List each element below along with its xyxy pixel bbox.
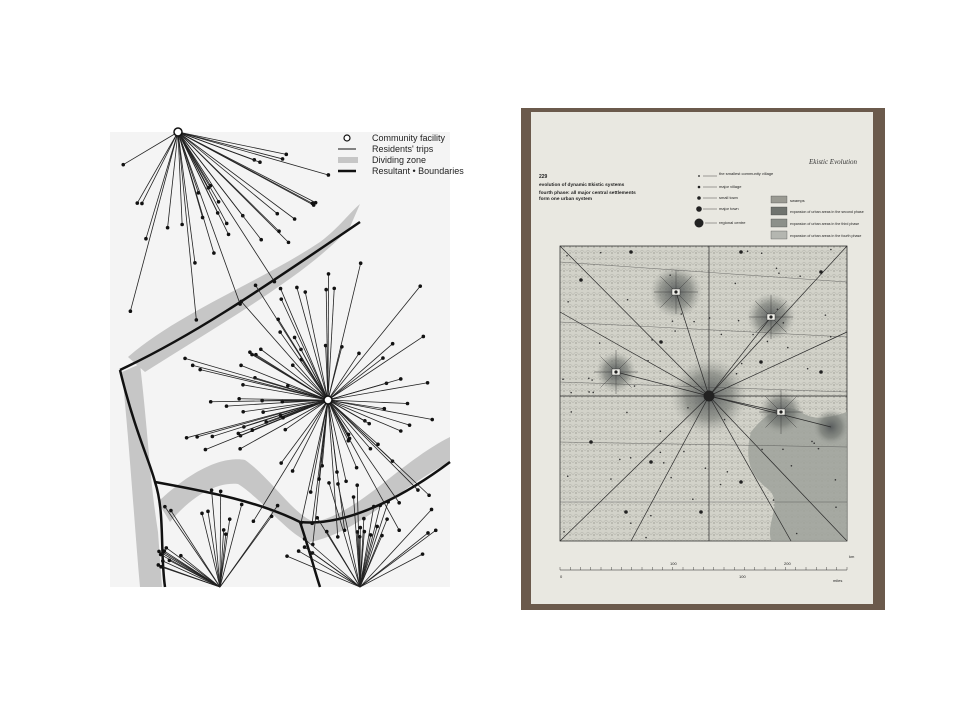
center-trip-line [281, 289, 328, 400]
center-residence-dot [259, 347, 263, 351]
bottom-right-trip-line [360, 533, 428, 587]
center-residence-dot [332, 287, 336, 291]
center-residence-dot [310, 522, 314, 526]
small-town-dot [739, 480, 743, 484]
page-header: Ekistic Evolution [809, 158, 858, 166]
village-dot [724, 419, 726, 421]
village-dot [610, 478, 612, 480]
top-residence-dot [287, 241, 291, 245]
village-dot [693, 321, 695, 323]
center-residence-dot [397, 528, 401, 532]
village-dot [683, 451, 685, 453]
bottom-right-residence-dot [372, 505, 376, 509]
center-residence-dot [251, 428, 255, 432]
bottom-right-residence-dot [375, 525, 379, 529]
small-town-dot [819, 370, 823, 374]
village-dot [566, 255, 568, 257]
caption-line-1: evolution of dynamic Ekistic systems [539, 183, 625, 188]
center-residence-dot [239, 364, 243, 368]
center-residence-dot [327, 272, 331, 276]
bottom-right-residence-dot [303, 545, 307, 549]
village-dot [634, 385, 636, 387]
bottom-right-residence-dot [421, 552, 425, 556]
legend-community-facility: Community facility [372, 133, 446, 143]
village-dot [627, 299, 629, 301]
center-residence-dot [198, 368, 202, 372]
center-residence-dot [225, 404, 229, 408]
legend-boundaries: Resultant • Boundaries [372, 166, 464, 176]
center-residence-dot [381, 356, 385, 360]
top-residence-dot [238, 302, 242, 306]
village-dot [647, 360, 649, 362]
center-trip-line [239, 399, 328, 400]
community-facility-top [174, 128, 182, 136]
village-dot [799, 275, 801, 277]
bottom-right-residence-dot [327, 481, 331, 485]
center-residence-dot [211, 435, 215, 439]
village-dot [741, 363, 743, 365]
village-dot [626, 412, 628, 414]
center-residence-dot [309, 490, 313, 494]
small-town-dot [759, 360, 763, 364]
legend-regional-centre-dot [695, 219, 704, 228]
center-residence-dot [399, 377, 403, 381]
bottom-left-residence-dot [159, 565, 163, 569]
center-residence-dot [204, 448, 208, 452]
village-dot [752, 334, 754, 336]
center-residence-dot [286, 384, 290, 388]
bottom-left-residence-dot [163, 505, 167, 509]
regional-centre-dot [704, 391, 715, 402]
center-residence-dot [303, 290, 307, 294]
legend-smallest-village-dot [698, 175, 700, 177]
legend-swamps-swatch [771, 196, 787, 203]
top-residence-dot [135, 201, 139, 205]
center-residence-dot [369, 447, 373, 451]
center-residence-dot [238, 447, 242, 451]
top-trip-line [178, 132, 295, 219]
small-town-dot [624, 510, 628, 514]
village-dot [761, 449, 763, 451]
center-residence-dot [418, 284, 422, 288]
caption-line-2: fourth phase: all major central settlements [539, 191, 636, 196]
legend-small-town-dot [697, 196, 701, 200]
top-residence-dot [293, 217, 297, 221]
center-trip-line [295, 337, 328, 400]
center-residence-dot [299, 521, 303, 525]
legend-regional-centre: regional centre [719, 220, 746, 225]
scale-miles-label: miles [833, 578, 843, 583]
center-residence-dot [278, 330, 282, 334]
legend-dividing-zone-icon [338, 157, 358, 163]
village-dot [570, 392, 572, 394]
bottom-left-trip-line [220, 516, 272, 587]
center-residence-dot [397, 501, 401, 505]
top-residence-dot [166, 226, 170, 230]
scale-bar [560, 554, 855, 583]
bottom-right-residence-dot [369, 533, 373, 537]
small-town-dot [629, 250, 633, 254]
center-residence-dot [367, 422, 371, 426]
center-residence-dot [408, 423, 412, 427]
bottom-right-residence-dot [352, 495, 356, 499]
bottom-left-residence-dot [228, 517, 232, 521]
village-dot [721, 334, 723, 336]
village-dot [825, 314, 827, 316]
center-trip-line [328, 288, 334, 400]
legend-third-phase: expansion of urban areas in the third phase [790, 222, 860, 226]
village-dot [736, 373, 738, 375]
center-residence-dot [416, 488, 420, 492]
village-dot [761, 252, 763, 254]
small-town-dot [589, 440, 593, 444]
village-dot [807, 368, 809, 370]
page-number: 229 [539, 174, 548, 180]
bottom-right-residence-dot [385, 517, 389, 521]
bottom-right-residence-dot [380, 534, 384, 538]
bottom-left-residence-dot [219, 490, 223, 494]
center-residence-dot [279, 287, 283, 291]
village-dot [720, 484, 722, 486]
bottom-right-residence-dot [336, 482, 340, 486]
center-residence-dot [427, 493, 431, 497]
legend-major-village: major village [719, 184, 742, 189]
small-town-dot [579, 278, 583, 282]
village-dot [588, 377, 590, 379]
bottom-right-residence-dot [434, 529, 438, 533]
bottom-left-residence-dot [164, 546, 168, 550]
center-residence-dot [357, 352, 361, 356]
center-residence-dot [291, 469, 295, 473]
top-residence-dot [227, 233, 231, 237]
bottom-right-residence-dot [303, 537, 307, 541]
village-dot [791, 465, 793, 467]
dividing-zone-lower [158, 437, 450, 542]
bottom-left-residence-dot [168, 559, 172, 563]
top-residence-dot [129, 309, 133, 313]
center-residence-dot [347, 433, 351, 437]
village-dot [563, 531, 565, 533]
center-residence-dot [264, 420, 268, 424]
top-residence-dot [259, 238, 263, 242]
village-dot [562, 378, 564, 380]
top-residence-dot [144, 237, 148, 241]
bottom-left-residence-dot [222, 528, 226, 532]
scale-km-label: km [849, 554, 855, 559]
bottom-left-trip-line [220, 504, 242, 587]
small-town-dot [649, 460, 653, 464]
village-dot [811, 441, 813, 443]
top-trip-line [178, 132, 279, 231]
top-trip-line [130, 132, 178, 311]
bottom-left-residence-dot [169, 509, 173, 513]
scale-mile-0: 0 [560, 574, 563, 579]
center-residence-dot [355, 466, 359, 470]
bottom-right-residence-dot [362, 517, 366, 521]
village-dot [630, 457, 632, 459]
top-trip-line [168, 132, 178, 228]
center-residence-dot [324, 288, 328, 292]
center-residence-dot [295, 286, 299, 290]
village-dot [600, 252, 602, 254]
legend-swamps: swamps [790, 198, 805, 203]
legend-major-village-dot [698, 186, 701, 189]
top-residence-dot [281, 157, 285, 161]
center-residence-dot [283, 428, 287, 432]
village-dot [767, 341, 769, 343]
village-dot [672, 320, 674, 322]
bottom-left-trip-line [165, 507, 220, 587]
bottom-left-residence-dot [240, 503, 244, 507]
legend-third-phase-swatch [771, 219, 787, 227]
village-dot [747, 250, 749, 252]
top-residence-dot [327, 173, 331, 177]
caption-line-3: form one urban system [539, 197, 593, 202]
bottom-left-residence-dot [276, 504, 280, 508]
village-dot [680, 313, 682, 315]
area-legend [771, 196, 864, 239]
community-facility-center [324, 396, 332, 404]
bottom-right-residence-dot [359, 526, 363, 530]
bottom-right-residence-dot [386, 500, 390, 504]
top-residence-dot [212, 251, 216, 255]
center-residence-dot [209, 400, 213, 404]
top-trip-line [178, 132, 286, 154]
center-residence-dot [237, 397, 241, 401]
small-town-dot [659, 340, 663, 344]
center-residence-dot [279, 461, 283, 465]
top-residence-dot [273, 280, 277, 284]
top-residence-dot [225, 222, 229, 226]
center-residence-dot [254, 284, 258, 288]
village-dot [692, 498, 694, 500]
scale-km-100: 100 [670, 561, 677, 566]
bottom-right-residence-dot [315, 516, 319, 520]
village-dot [599, 342, 601, 344]
village-dot [567, 301, 569, 303]
top-residence-dot [195, 318, 199, 322]
bottom-right-residence-dot [378, 504, 382, 508]
top-trip-line [137, 132, 178, 203]
center-residence-dot [191, 364, 195, 368]
village-dot [818, 448, 820, 450]
center-trip-line [328, 400, 429, 495]
center-trip-line [240, 400, 328, 449]
center-residence-dot [359, 261, 363, 265]
village-dot [777, 309, 779, 311]
top-residence-dot [216, 211, 220, 215]
village-dot [663, 462, 665, 464]
small-town-dot [739, 250, 743, 254]
village-dot [773, 499, 775, 501]
village-dot [709, 317, 711, 319]
legend-major-town-dot [696, 206, 702, 212]
small-town-dot [699, 510, 703, 514]
bottom-right-residence-dot [358, 535, 362, 539]
center-residence-dot [399, 429, 403, 433]
scale-mile-100: 100 [739, 574, 746, 579]
top-residence-dot [311, 202, 315, 206]
village-dot [588, 391, 590, 393]
village-dot [705, 467, 707, 469]
legend-dividing-zone: Dividing zone [372, 155, 427, 165]
major-town-dot [674, 290, 677, 293]
village-dot [651, 339, 653, 341]
village-dot [735, 283, 737, 285]
bottom-left-residence-dot [179, 554, 183, 558]
center-residence-dot [291, 363, 295, 367]
center-residence-dot [293, 336, 297, 340]
center-trip-line [187, 400, 328, 438]
bottom-right-residence-dot [426, 531, 430, 535]
top-trip-line [178, 132, 274, 282]
top-residence-dot [201, 216, 205, 220]
bottom-left-residence-dot [157, 550, 161, 554]
major-town-dot [614, 370, 617, 373]
top-residence-dot [140, 202, 144, 206]
top-trip-line [178, 132, 261, 240]
bottom-right-residence-dot [355, 483, 359, 487]
village-dot [670, 477, 672, 479]
center-residence-dot [185, 436, 189, 440]
village-dot [660, 452, 662, 454]
scale-ticks [560, 567, 847, 570]
center-trip-line [241, 301, 328, 400]
community-facility-diagram [110, 132, 464, 587]
village-dot [660, 430, 662, 432]
village-dot [776, 267, 778, 269]
village-dot [835, 506, 837, 508]
center-residence-dot [279, 297, 283, 301]
village-dot [782, 448, 784, 450]
book-page [531, 112, 873, 604]
center-residence-dot [344, 480, 348, 484]
center-residence-dot [391, 342, 395, 346]
center-residence-dot [248, 350, 252, 354]
book-page-photo [521, 108, 885, 610]
village-dot [592, 392, 594, 394]
village-dot [738, 320, 740, 322]
center-residence-dot [406, 402, 410, 406]
village-dot [783, 322, 785, 324]
center-residence-dot [276, 317, 280, 321]
village-dot [778, 272, 780, 274]
village-dot [570, 411, 572, 413]
village-dot [645, 537, 647, 539]
legend-facility-icon [344, 135, 350, 141]
center-residence-dot [336, 535, 340, 539]
center-trip-line [328, 400, 432, 420]
center-residence-dot [241, 383, 245, 387]
bottom-right-residence-dot [430, 508, 434, 512]
legend-second-phase-swatch [771, 207, 787, 215]
center-residence-dot [422, 335, 426, 339]
bottom-right-residence-dot [297, 549, 301, 553]
village-dot [835, 479, 837, 481]
center-residence-dot [241, 410, 245, 414]
village-dot [830, 336, 832, 338]
trip-diagram-canvas [110, 132, 464, 587]
bottom-left-residence-dot [161, 559, 165, 563]
village-dot [630, 522, 632, 524]
book-page-canvas [531, 112, 873, 604]
center-residence-dot [335, 470, 339, 474]
village-dot [650, 515, 652, 517]
top-residence-dot [193, 261, 197, 265]
bottom-left-residence-dot [206, 510, 210, 514]
village-dot [830, 249, 832, 251]
center-trip-line [212, 400, 328, 436]
small-town-dot [819, 270, 823, 274]
village-dot [567, 475, 569, 477]
center-residence-dot [281, 416, 285, 420]
legend-small-town: small town [719, 195, 738, 200]
top-residence-dot [258, 160, 262, 164]
legend-second-phase: expansion of urban areas in the second phase [790, 210, 864, 214]
village-dot [674, 330, 676, 332]
village-dot [727, 471, 729, 473]
center-residence-dot [252, 519, 256, 523]
settlement-map [560, 246, 849, 541]
scale-km-200: 200 [784, 561, 791, 566]
village-dot [787, 347, 789, 349]
top-residence-dot [277, 229, 281, 233]
village-dot [796, 533, 798, 535]
top-residence-dot [284, 153, 288, 157]
village-dot [619, 459, 621, 461]
major-town-dot [769, 315, 772, 318]
legend-major-town: major town [719, 206, 739, 211]
legend-fourth-phase-swatch [771, 231, 787, 239]
top-residence-dot [180, 223, 184, 227]
village-dot [813, 442, 815, 444]
top-residence-dot [217, 200, 221, 204]
legend-residents-trips: Residents' trips [372, 144, 434, 154]
village-dot [591, 379, 593, 381]
bottom-left-residence-dot [270, 515, 274, 519]
legend-smallest-village: the smallest community village [719, 171, 774, 176]
center-residence-dot [426, 381, 430, 385]
bottom-left-trip-line [212, 490, 220, 587]
center-residence-dot [348, 437, 352, 441]
bottom-right-residence-dot [363, 530, 367, 534]
legend-fourth-phase: expansion of urban areas in the fourth phase [790, 234, 862, 238]
bottom-right-residence-dot [285, 554, 289, 558]
top-trip-line [178, 132, 283, 159]
settlement-legend [695, 171, 775, 228]
diagram-legend [338, 133, 464, 176]
top-residence-dot [275, 212, 279, 216]
village-dot [669, 274, 671, 276]
major-town-dot [779, 410, 782, 413]
center-residence-dot [430, 418, 434, 422]
bottom-left-residence-dot [200, 512, 204, 516]
center-residence-dot [261, 410, 265, 414]
village-dot [687, 407, 689, 409]
bottom-left-residence-dot [210, 488, 214, 492]
center-residence-dot [183, 357, 187, 361]
top-residence-dot [121, 163, 125, 167]
center-residence-dot [317, 477, 321, 481]
